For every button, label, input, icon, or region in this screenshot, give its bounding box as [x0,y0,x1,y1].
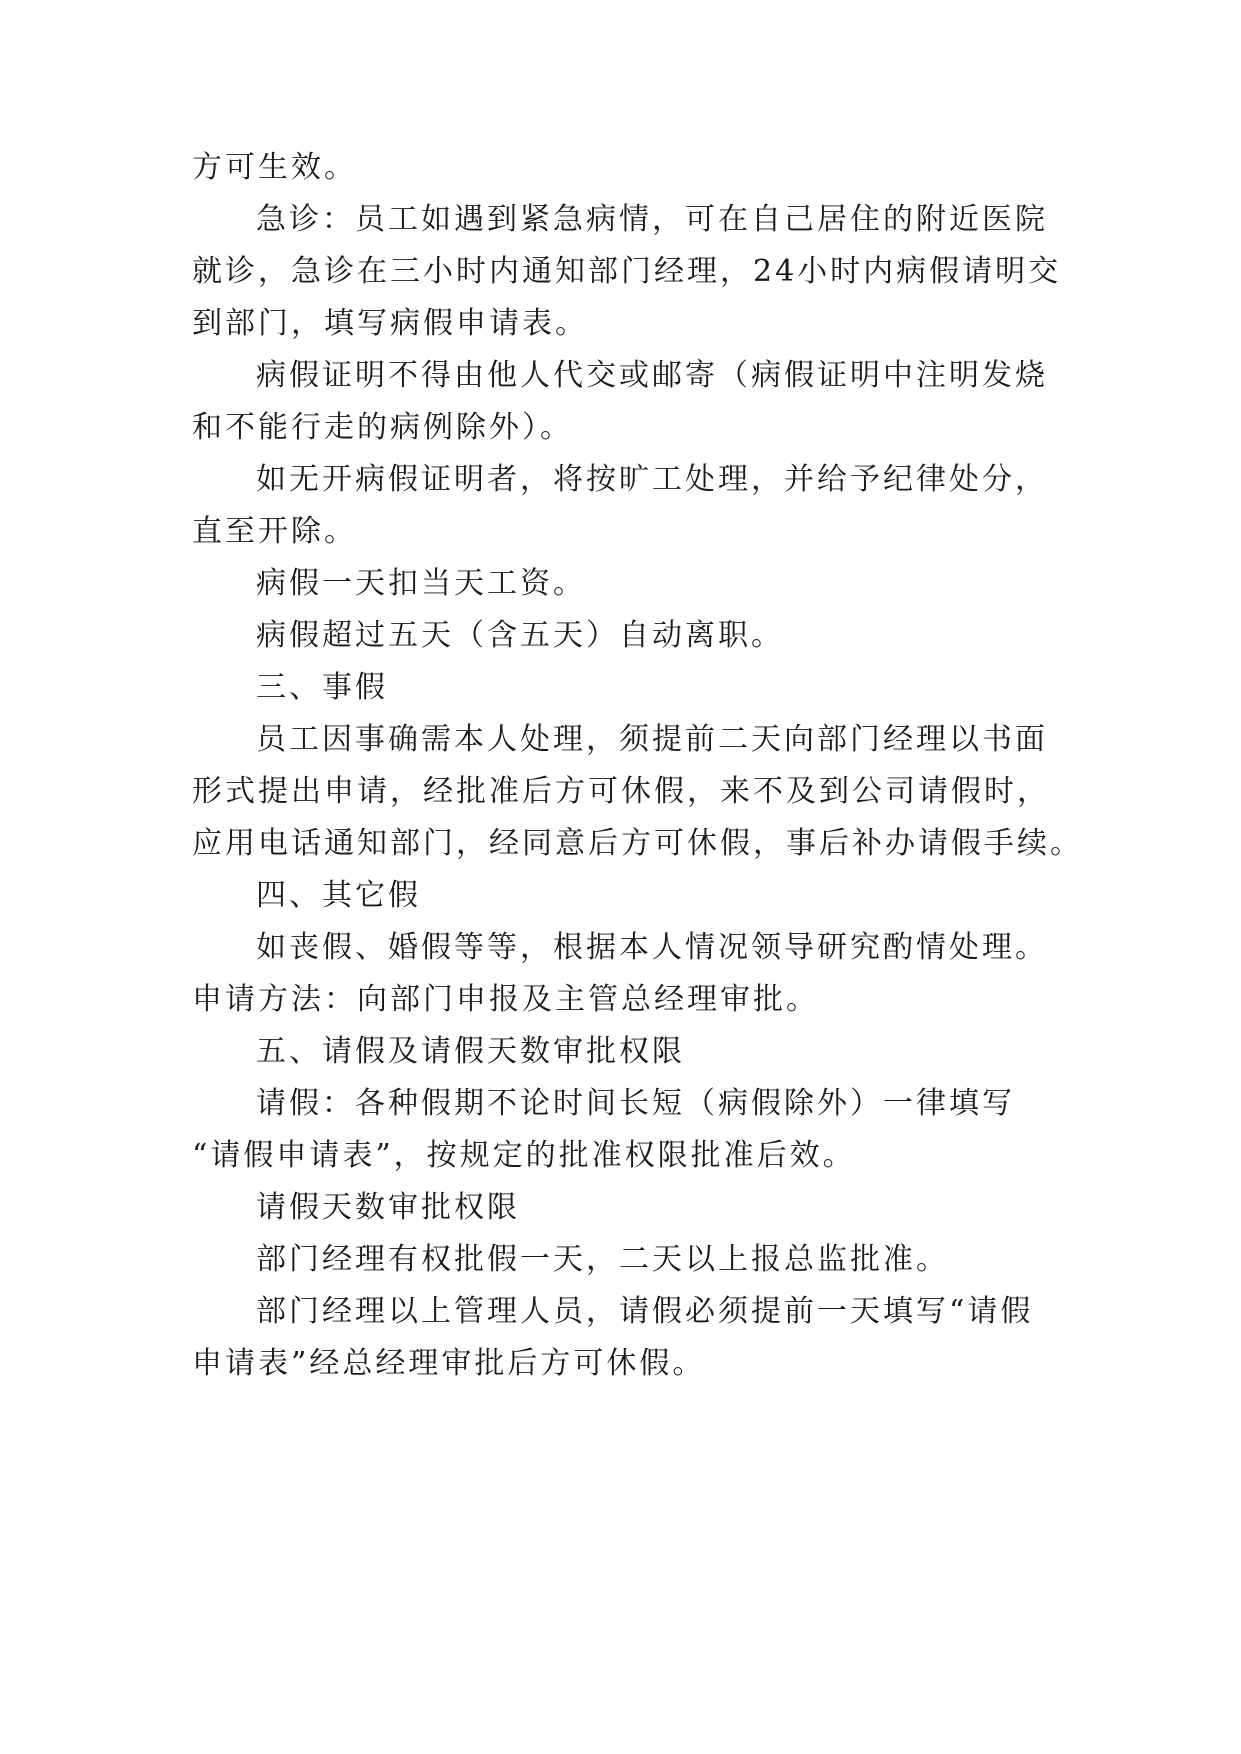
text-line: 到部门，填写病假申请表。 [192,306,588,341]
section-heading: 三、事假 [256,670,388,705]
text-line: 请假：各种假期不论时间长短（病假除外）一律填写 [256,1086,1015,1121]
text-line: 就诊，急诊在三小时内通知部门经理，24小时内病假请明交 [192,254,1062,289]
text-line: 病假一天扣当天工资。 [256,566,586,601]
text-line: 员工因事确需本人处理，须提前二天向部门经理以书面 [256,722,1048,757]
section-heading: 五、请假及请假天数审批权限 [256,1034,685,1069]
text-line: 形式提出申请，经批准后方可休假，来不及到公司请假时， [192,774,1050,809]
subsection-heading: 请假天数审批权限 [256,1190,520,1225]
text-line: 部门经理有权批假一天，二天以上报总监批准。 [256,1242,949,1277]
section-heading: 四、其它假 [256,878,421,913]
text-line: 如无开病假证明者，将按旷工处理，并给予纪律处分， [256,462,1048,497]
text-line: “请假申请表”，按规定的批准权限批准后效。 [192,1138,856,1173]
text-line: 病假证明不得由他人代交或邮寄（病假证明中注明发烧 [256,358,1048,393]
text-line: 直至开除。 [192,514,357,549]
text-line: 如丧假、婚假等等，根据本人情况领导研究酌情处理。 [256,930,1048,965]
text-line: 和不能行走的病例除外）。 [192,410,573,445]
text-line: 病假超过五天（含五天）自动离职。 [256,618,784,653]
text-line: 方可生效。 [192,150,357,185]
text-line: 急诊：员工如遇到紧急病情，可在自己居住的附近医院 [256,202,1048,237]
text-line: 应用电话通知部门，经同意后方可休假，事后补办请假手续。 [192,826,1083,861]
text-line: 申请方法：向部门申报及主管总经理审批。 [192,982,819,1017]
text-line: 部门经理以上管理人员，请假必须提前一天填写“请假 [256,1294,1034,1329]
text-line: 申请表”经总经理审批后方可休假。 [192,1346,706,1381]
